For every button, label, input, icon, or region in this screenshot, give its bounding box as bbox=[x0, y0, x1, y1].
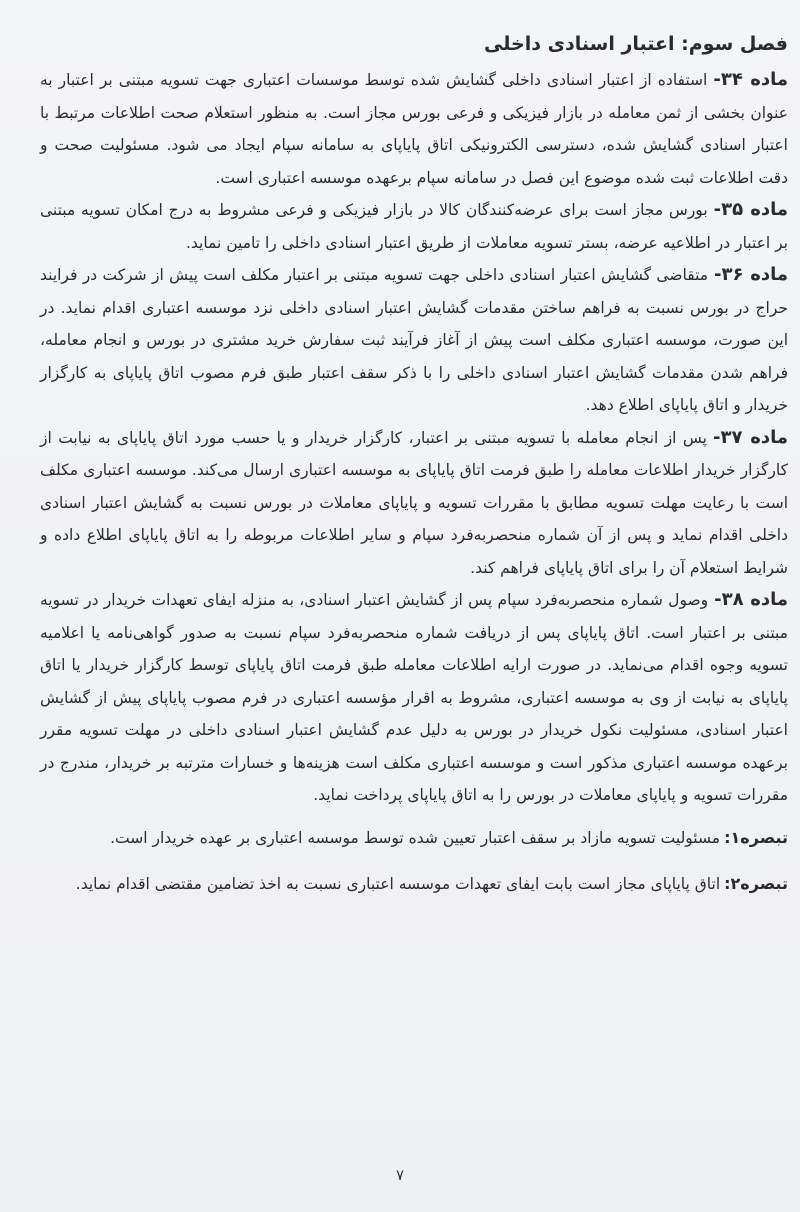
article-label: ماده ۳۵- bbox=[713, 199, 788, 220]
note-text: اتاق پایاپای مجاز است بابت ایفای تعهدات موسسه اعتباری نسبت به اخذ تضامین مقتضی اقدام نماید. bbox=[75, 874, 721, 893]
article-35 bbox=[40, 194, 788, 259]
chapter-title: فصل سوم: اعتبار اسنادی داخلی bbox=[484, 33, 788, 55]
article-37 bbox=[40, 422, 788, 585]
note-label: تبصره۲: bbox=[724, 873, 788, 893]
article-38 bbox=[40, 584, 788, 812]
article-label: ماده ۳۶- bbox=[714, 264, 788, 285]
article-label: ماده ۳۸- bbox=[714, 589, 788, 610]
article-36 bbox=[40, 259, 788, 422]
article-text: پس از انجام معامله با تسویه مبتنی بر اعتبار، کارگزار خریدار و یا حسب مورد اتاق پایاپای به نیابت از کارگزار خریدار اطلاعات معامله را طبق فرمت اتاق پایاپای به موسسه اعتباری ارسال می‌کند. موسسه اعتباری مکلف است با رعایت مهلت تسویه مطابق با مقررات تسویه و پایاپای معاملات در بورس نسبت به گشایش اعتبار اسنادی داخلی اقدام نماید و پس از آن شماره منحصربه‌فرد سپام و سایر اطلاعات مربوطه را به اتاق پایاپای اطلاع داده و شرایط استعلام آن را برای اتاق پایاپای فراهم کند. bbox=[40, 428, 788, 577]
article-34 bbox=[40, 64, 788, 194]
article-text: استفاده از اعتبار اسنادی داخلی گشایش شده توسط موسسات اعتباری جهت تسویه مبتنی بر اعتبار به عنوان بخشی از ثمن معامله در بازار فیزیکی و فرعی بورس مجاز است. به منظور استعلام صحت اطلاعات مرتبط با اعتبار اسنادی گشایش شده، دسترسی الکترونیکی اتاق پایاپای به سامانه سپام ایجاد می شود. مسئولیت صحت و دقت اطلاعات ثبت شده موضوع این فصل در سامانه سپام برعهده موسسه اعتباری است. bbox=[40, 71, 788, 187]
article-label: ماده ۳۴- bbox=[713, 69, 788, 90]
note-label: تبصره۱: bbox=[724, 827, 788, 847]
note-text: مسئولیت تسویه مازاد بر سقف اعتبار تعیین شده توسط موسسه اعتباری بر عهده خریدار است. bbox=[110, 828, 721, 847]
article-label: ماده ۳۷- bbox=[712, 426, 788, 448]
article-text: بورس مجاز است برای عرضه‌کنندگان کالا در بازار فیزیکی و فرعی مشروط به درج امکان تسویه مبتنی بر اعتبار در اطلاعیه عرضه، بستر تسویه معاملات از طریق اعتبار اسنادی داخلی را تامین نماید. bbox=[40, 201, 788, 252]
note-1 bbox=[40, 822, 788, 854]
page-number: ۷ bbox=[395, 1166, 405, 1184]
note-2 bbox=[40, 868, 788, 900]
article-text: وصول شماره منحصربه‌فرد سپام پس از گشایش اعتبار اسنادی، به منزله ایفای تعهدات خریدار در تسویه مبتنی بر اعتبار است. اتاق پایاپای پس از دریافت شماره منحصربه‌فرد سپام نسبت به صدور گواهی‌نامه یا اعلامیه تسویه وجوه اقدام می‌نماید. در صورت ارایه اطلاعات معامله طبق فرمت اتاق پایاپای توسط کارگزار خریدار یا اتاق پایاپای به نیابت از وی به موسسه اعتباری، مشروط به اقرار مؤسسه اعتباری در فرم مصوب پایاپای پیش از گشایش اعتبار اسنادی، مسئولیت نکول خریدار در بورس به دلیل عدم گشایش اعتبار اسنادی داخلی در مهلت تسویه مقرر برعهده موسسه اعتباری مذکور است و موسسه اعتباری مکلف است هزینه‌ها و خسارات مترتبه بر خریدار، مندرج در مقررات تسویه و پایاپای معاملات در بورس را به اتاق پایاپای پرداخت نماید. bbox=[40, 591, 788, 804]
article-text: متقاضی گشایش اعتبار اسنادی داخلی جهت تسویه مبتنی بر اعتبار مکلف است پیش از شرکت در فرایند حراج در بورس نسبت به فراهم ساختن مقدمات گشایش اعتبار اسنادی داخلی نزد موسسه اعتباری اقدام نماید. در این صورت، موسسه اعتباری مکلف است پیش از آغاز فرآیند ثبت سفارش خرید مشتری در بورس و انجام معامله، فراهم شدن مقدمات گشایش اعتبار اسنادی داخلی را با ذکر سقف اعتبار طبق فرم مصوب اتاق پایاپای به کارگزار خریدار و اتاق پایاپای اطلاع دهد. bbox=[40, 266, 788, 414]
